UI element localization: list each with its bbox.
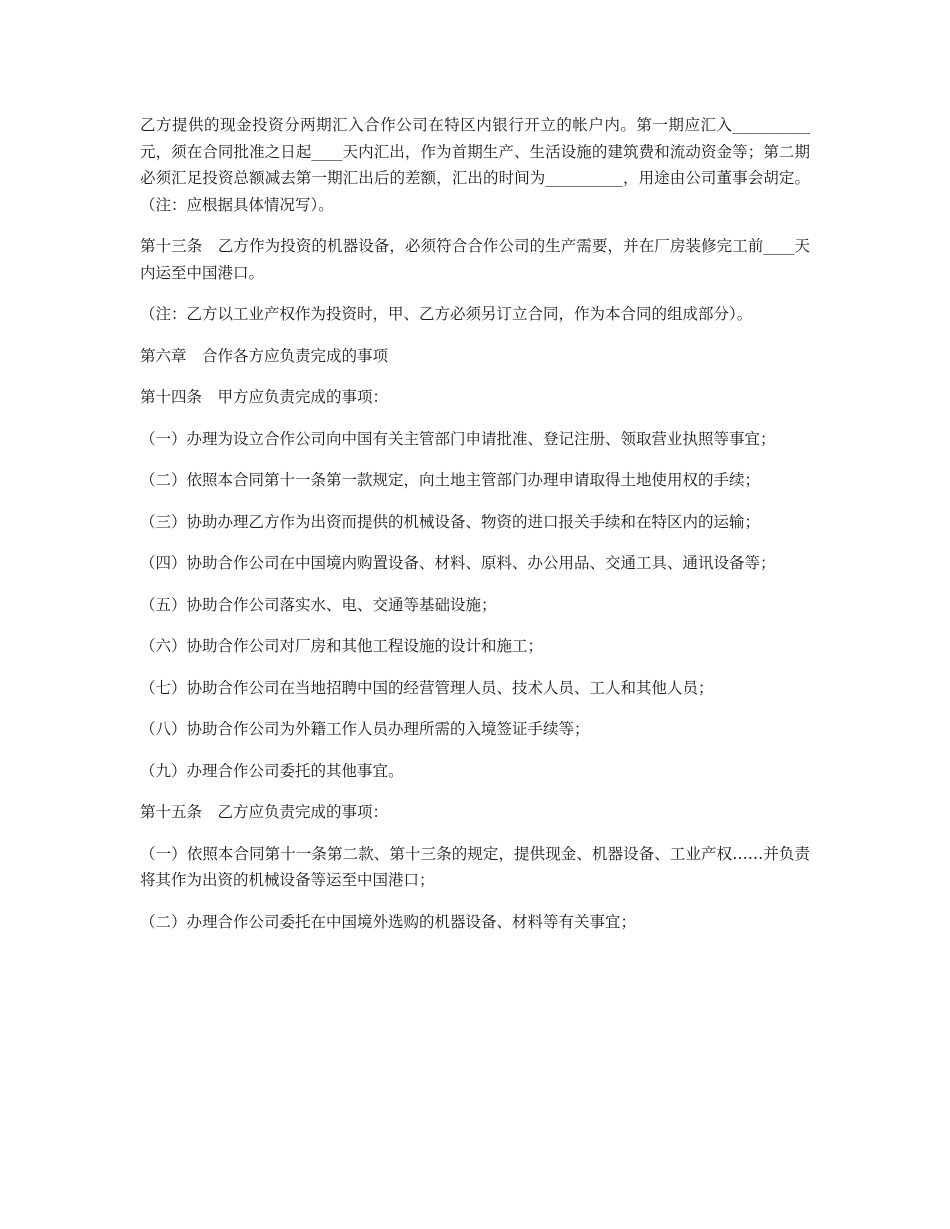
list-item: （七）协助合作公司在当地招聘中国的经营管理人员、技术人员、工人和其他人员； <box>140 678 714 697</box>
list-item: （一）依照本合同第十一条第二款、第十三条的规定，提供现金、机器设备、工业产权……并负责将其作为出资的机械设备等运至中国港口； <box>140 844 810 889</box>
paragraph-article-13: 第十三条 乙方作为投资的机器设备，必须符合合作公司的生产需要，并在厂房装修完工前____天内运至中国港口。 <box>140 237 810 282</box>
list-item: （九）办理合作公司委托的其他事宜。 <box>140 761 404 780</box>
chapter-6-heading: 第六章 合作各方应负责完成的事项 <box>140 346 389 365</box>
list-item: （三）协助办理乙方作为出资而提供的机械设备、物资的进口报关手续和在特区内的运输； <box>140 512 761 531</box>
list-item: （二）办理合作公司委托在中国境外选购的机器设备、材料等有关事宜； <box>140 912 637 931</box>
list-item: （八）协助合作公司为外籍工作人员办理所需的入境签证手续等； <box>140 720 590 738</box>
paragraph-article-15: 第十五条 乙方应负责完成的事项： <box>140 803 389 821</box>
list-item: （五）协助合作公司落实水、电、交通等基础设施； <box>140 595 497 614</box>
list-item: （一）办理为设立合作公司向中国有关主管部门申请批准、登记注册、领取营业执照等事宜； <box>140 429 776 448</box>
list-item: （六）协助合作公司对厂房和其他工程设施的设计和施工； <box>140 637 544 655</box>
list-item: （四）协助合作公司在中国境内购置设备、材料、原料、办公用品、交通工具、通讯设备等； <box>140 554 776 572</box>
paragraph-article-14: 第十四条 甲方应负责完成的事项： <box>140 388 389 406</box>
paragraph-note-industrial-property: （注：乙方以工业产权作为投资时，甲、乙方必须另订立合同，作为本合同的组成部分）。 <box>140 305 753 323</box>
document-body <box>140 112 810 950</box>
list-item: （二）依照本合同第十一条第一款规定，向土地主管部门办理申请取得土地使用权的手续； <box>140 471 761 489</box>
paragraph-cash-investment: 乙方提供的现金投资分两期汇入合作公司在特区内银行开立的帐户内。第一期应汇入__________元，须在合同批准之日起____天内汇出，作为首期生产、生活设施的建筑费和流动资金等；第二期必须汇足投资总额减去第一期汇出后的差额，汇出的时间为__________，用途由公司董事会胡定。（注：应根据具体情况写）。 <box>140 116 810 214</box>
